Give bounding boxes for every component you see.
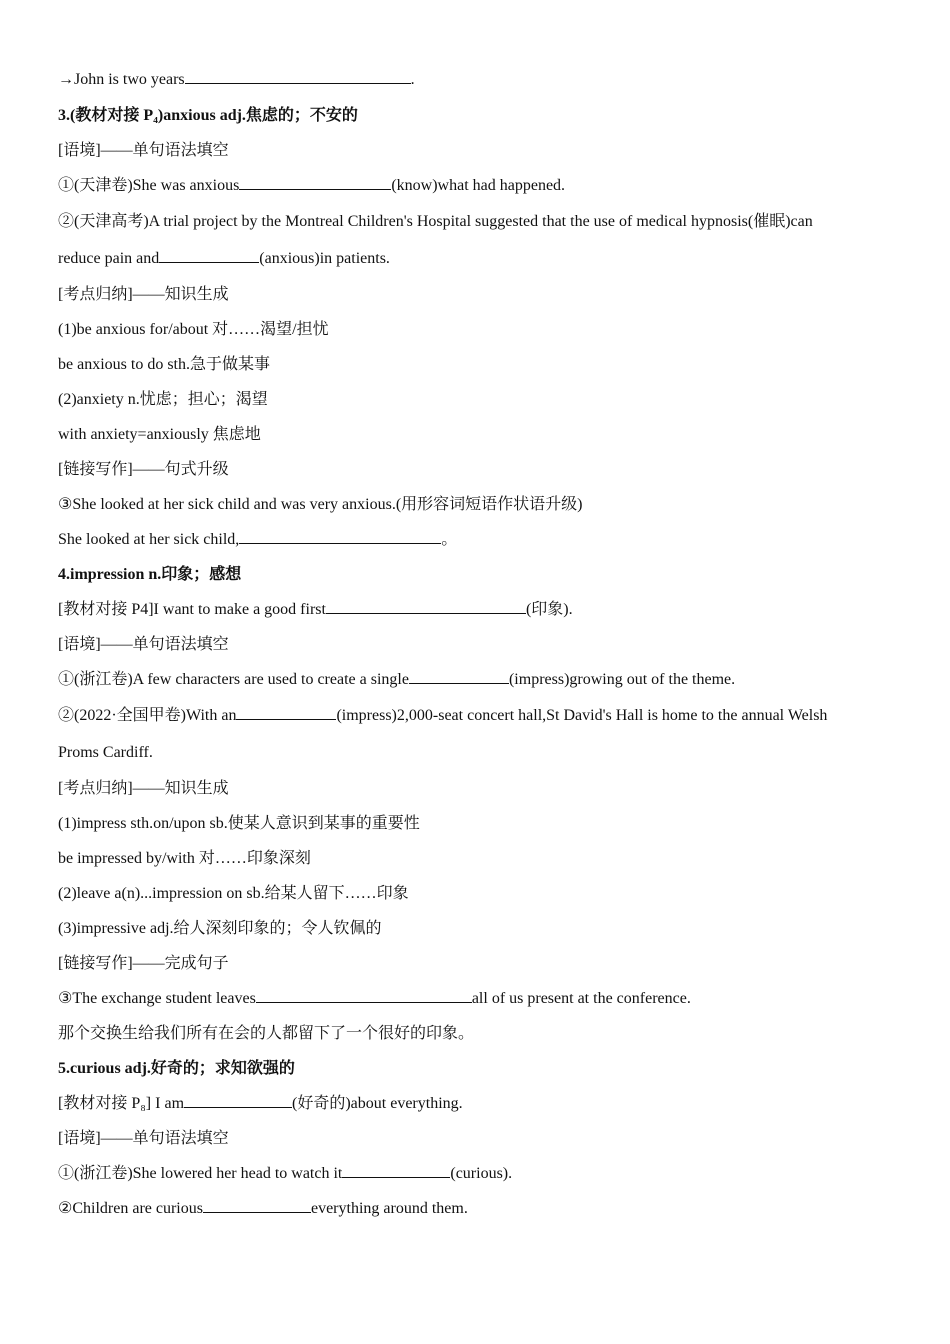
answer-blank[interactable] (239, 529, 441, 544)
knowledge-point: (1)impress sth.on/upon sb.使某人意识到某事的重要性 (58, 815, 420, 832)
exercise-line: →John is two years . (58, 71, 415, 88)
answer-blank[interactable] (409, 669, 509, 684)
exercise-line: ③The exchange student leaves all of us present at the conference. (58, 990, 691, 1007)
answer-blank[interactable] (159, 248, 259, 263)
knowledge-point: (3)impressive adj.给人深刻印象的；令人钦佩的 (58, 920, 382, 937)
answer-blank[interactable] (236, 705, 336, 720)
section-heading-curious: 5.curious adj.好奇的；求知欲强的 (58, 1060, 295, 1077)
context-label: [语境]——单句语法填空 (58, 142, 229, 159)
summary-label: [考点归纳]——知识生成 (58, 286, 229, 303)
exercise-line: ①(浙江卷)A few characters are used to create a single (impress)growing out of the theme. (58, 671, 736, 688)
exercise-line: ①(天津卷)She was anxious (know)what had happened. (58, 177, 566, 194)
translation-line: 那个交换生给我们所有在会的人都留下了一个很好的印象。 (58, 1025, 475, 1042)
answer-blank[interactable] (342, 1163, 450, 1178)
knowledge-point: be impressed by/with 对……印象深刻 (58, 850, 311, 867)
knowledge-point: with anxiety=anxiously 焦虑地 (58, 426, 261, 443)
writing-label: [链接写作]——句式升级 (58, 461, 229, 478)
exercise-line: ②Children are curious everything around them. (58, 1200, 468, 1217)
answer-blank[interactable] (326, 599, 526, 614)
answer-blank[interactable] (203, 1198, 311, 1213)
exercise-line: ③She looked at her sick child and was very anxious.(用形容词短语作状语升级) (58, 496, 583, 513)
section-heading-anxious: 3.(教材对接 P₄)anxious adj.焦虑的；不安的 (58, 107, 358, 124)
answer-blank[interactable] (185, 69, 411, 84)
context-label: [语境]——单句语法填空 (58, 636, 229, 653)
knowledge-point: (1)be anxious for/about 对……渴望/担忧 (58, 321, 329, 338)
context-label: [语境]——单句语法填空 (58, 1130, 229, 1147)
exercise-line: She looked at her sick child, 。 (58, 531, 458, 548)
exercise-line: ②(2022·全国甲卷)With an (impress)2,000-seat concert hall,St David's Hall is home to the annual Welsh (58, 707, 828, 724)
answer-blank[interactable] (184, 1093, 292, 1108)
exercise-line: ①(浙江卷)She lowered her head to watch it (curious). (58, 1165, 513, 1182)
exercise-line: Proms Cardiff. (58, 744, 153, 761)
knowledge-point: (2)leave a(n)...impression on sb.给某人留下……印象 (58, 885, 409, 902)
exercise-line: ②(天津高考)A trial project by the Montreal Children's Hospital suggested that the use of medical hypnosis(催眠)can (58, 213, 813, 230)
exercise-line: [教材对接 P4]I want to make a good first (印象). (58, 601, 573, 618)
section-heading-impression: 4.impression n.印象；感想 (58, 566, 242, 583)
answer-blank[interactable] (256, 988, 472, 1003)
knowledge-point: (2)anxiety n.忧虑；担心；渴望 (58, 391, 268, 408)
exercise-line: [教材对接 P₈] I am (好奇的)about everything. (58, 1095, 463, 1112)
exercise-line: reduce pain and (anxious)in patients. (58, 250, 390, 267)
document-page (58, 62, 878, 1226)
answer-blank[interactable] (239, 175, 391, 190)
summary-label: [考点归纳]——知识生成 (58, 780, 229, 797)
writing-label: [链接写作]——完成句子 (58, 955, 229, 972)
knowledge-point: be anxious to do sth.急于做某事 (58, 356, 270, 373)
